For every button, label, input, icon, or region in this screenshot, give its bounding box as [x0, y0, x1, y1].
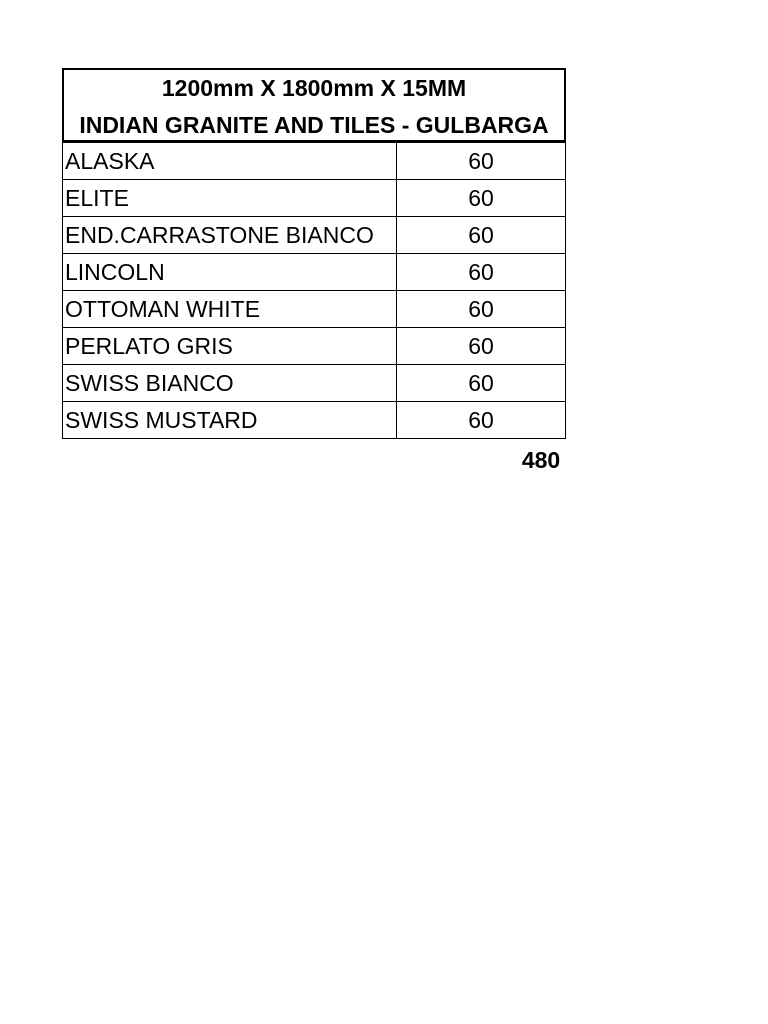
- item-quantity: 60: [397, 291, 566, 328]
- item-quantity: 60: [397, 217, 566, 254]
- table-row: [63, 180, 566, 217]
- item-name: LINCOLN: [63, 254, 397, 291]
- size-title: 1200mm X 1800mm X 15MM: [161, 75, 467, 101]
- table-row: [63, 143, 566, 180]
- item-name: OTTOMAN WHITE: [63, 291, 397, 328]
- items-table: [62, 142, 566, 439]
- table-row: [63, 402, 566, 439]
- item-quantity: 60: [397, 254, 566, 291]
- supplier-title: INDIAN GRANITE AND TILES - GULBARGA: [79, 112, 549, 138]
- table-row: [63, 365, 566, 402]
- item-name: SWISS BIANCO: [63, 365, 397, 402]
- item-name: ELITE: [63, 180, 397, 217]
- item-name: SWISS MUSTARD: [63, 402, 397, 439]
- item-quantity: 60: [397, 402, 566, 439]
- item-name: END.CARRASTONE BIANCO: [63, 217, 397, 254]
- total-quantity: 480: [521, 447, 561, 473]
- table-row: [63, 328, 566, 365]
- item-quantity: 60: [397, 328, 566, 365]
- sheet-header: [62, 68, 566, 142]
- item-quantity: 60: [397, 365, 566, 402]
- item-quantity: 60: [397, 180, 566, 217]
- item-quantity: 60: [397, 143, 566, 180]
- table-row: [63, 291, 566, 328]
- table-row: [63, 217, 566, 254]
- item-name: ALASKA: [63, 143, 397, 180]
- table-row: [63, 254, 566, 291]
- stock-sheet: [62, 68, 566, 473]
- item-name: PERLATO GRIS: [63, 328, 397, 365]
